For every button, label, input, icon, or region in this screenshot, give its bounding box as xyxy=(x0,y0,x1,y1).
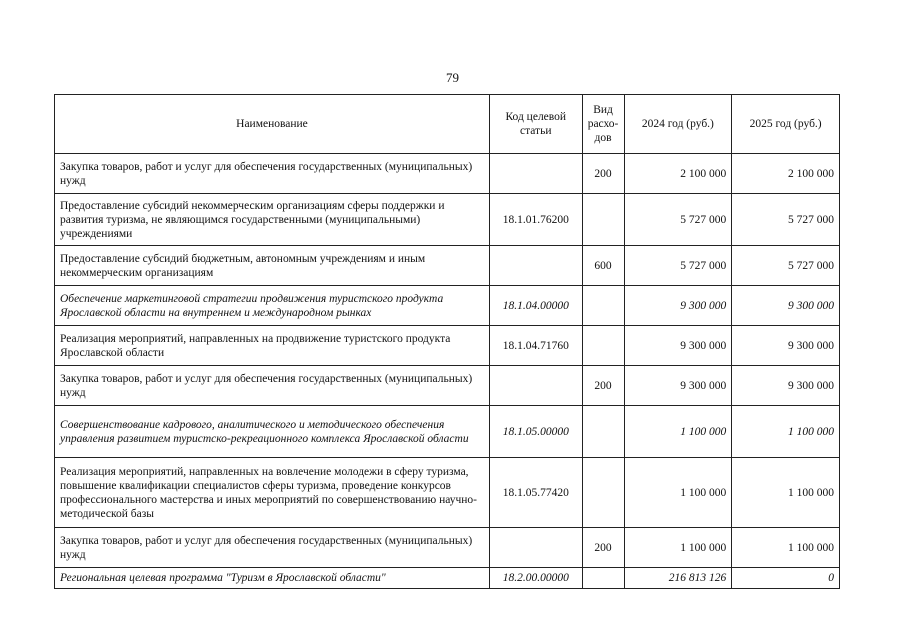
row-code: 18.2.00.00000 xyxy=(489,568,582,589)
row-name: Закупка товаров, работ и услуг для обеспечения государственных (муниципальных) нужд xyxy=(55,366,490,406)
row-value-2025: 9 300 000 xyxy=(732,366,840,406)
row-name: Закупка товаров, работ и услуг для обеспечения государственных (муниципальных) нужд xyxy=(55,528,490,568)
row-type xyxy=(582,286,624,326)
row-value-2025: 0 xyxy=(732,568,840,589)
row-value-2025: 9 300 000 xyxy=(732,326,840,366)
table-row xyxy=(55,286,840,326)
row-value-2025: 5 727 000 xyxy=(732,246,840,286)
row-name: Закупка товаров, работ и услуг для обеспечения государственных (муниципальных) нужд xyxy=(55,154,490,194)
row-type: 600 xyxy=(582,246,624,286)
header-2024: 2024 год (руб.) xyxy=(624,95,732,154)
row-value-2024: 9 300 000 xyxy=(624,286,732,326)
row-value-2024: 2 100 000 xyxy=(624,154,732,194)
row-value-2025: 2 100 000 xyxy=(732,154,840,194)
table-row xyxy=(55,366,840,406)
row-code xyxy=(489,528,582,568)
row-name: Региональная целевая программа "Туризм в Ярославской области" xyxy=(55,568,490,589)
row-name: Реализация мероприятий, направленных на вовлечение молодежи в сферу туризма, повышение квалификации специалистов сферы туризма, проведение конкурсов профессионального мастерства и иных мероприятий по совершенствованию научно-методической базы xyxy=(55,458,490,528)
row-type: 200 xyxy=(582,366,624,406)
table-row xyxy=(55,154,840,194)
row-name: Предоставление субсидий бюджетным, автономным учреждениям и иным некоммерческим организациям xyxy=(55,246,490,286)
row-code: 18.1.01.76200 xyxy=(489,194,582,246)
row-value-2024: 9 300 000 xyxy=(624,326,732,366)
row-type xyxy=(582,568,624,589)
page-number: 79 xyxy=(446,70,459,85)
row-value-2024: 9 300 000 xyxy=(624,366,732,406)
header-type: Вид расхо-дов xyxy=(582,95,624,154)
row-code xyxy=(489,246,582,286)
row-type: 200 xyxy=(582,154,624,194)
table-row xyxy=(55,246,840,286)
table-row xyxy=(55,406,840,458)
row-code: 18.1.04.00000 xyxy=(489,286,582,326)
row-name: Предоставление субсидий некоммерческим организациям сферы поддержки и развития туризма, не являющимся государственными (муниципальными) учреждениями xyxy=(55,194,490,246)
row-name: Обеспечение маркетинговой стратегии продвижения туристского продукта Ярославской области на внутреннем и международном рынках xyxy=(55,286,490,326)
table-header xyxy=(55,95,840,154)
header-row xyxy=(55,95,840,154)
row-value-2025: 1 100 000 xyxy=(732,458,840,528)
row-code: 18.1.04.71760 xyxy=(489,326,582,366)
header-name: Наименование xyxy=(55,95,490,154)
row-value-2024: 216 813 126 xyxy=(624,568,732,589)
row-value-2025: 5 727 000 xyxy=(732,194,840,246)
table-row xyxy=(55,458,840,528)
row-value-2024: 1 100 000 xyxy=(624,528,732,568)
row-type xyxy=(582,194,624,246)
row-code: 18.1.05.00000 xyxy=(489,406,582,458)
row-value-2024: 5 727 000 xyxy=(624,194,732,246)
row-value-2025: 1 100 000 xyxy=(732,406,840,458)
table-row xyxy=(55,528,840,568)
table-body xyxy=(55,154,840,589)
row-name: Совершенствование кадрового, аналитического и методического обеспечения управления развитием туристско-рекреационного комплекса Ярославской области xyxy=(55,406,490,458)
header-code: Код целевой статьи xyxy=(489,95,582,154)
row-value-2024: 1 100 000 xyxy=(624,406,732,458)
row-value-2024: 5 727 000 xyxy=(624,246,732,286)
budget-table xyxy=(54,94,840,589)
table-row xyxy=(55,194,840,246)
row-code: 18.1.05.77420 xyxy=(489,458,582,528)
row-code xyxy=(489,366,582,406)
header-2025: 2025 год (руб.) xyxy=(732,95,840,154)
row-type xyxy=(582,458,624,528)
row-type xyxy=(582,406,624,458)
row-type xyxy=(582,326,624,366)
table-row xyxy=(55,326,840,366)
row-value-2025: 1 100 000 xyxy=(732,528,840,568)
row-value-2024: 1 100 000 xyxy=(624,458,732,528)
row-code xyxy=(489,154,582,194)
row-value-2025: 9 300 000 xyxy=(732,286,840,326)
row-name: Реализация мероприятий, направленных на продвижение туристского продукта Ярославской области xyxy=(55,326,490,366)
row-type: 200 xyxy=(582,528,624,568)
table-row xyxy=(55,568,840,589)
